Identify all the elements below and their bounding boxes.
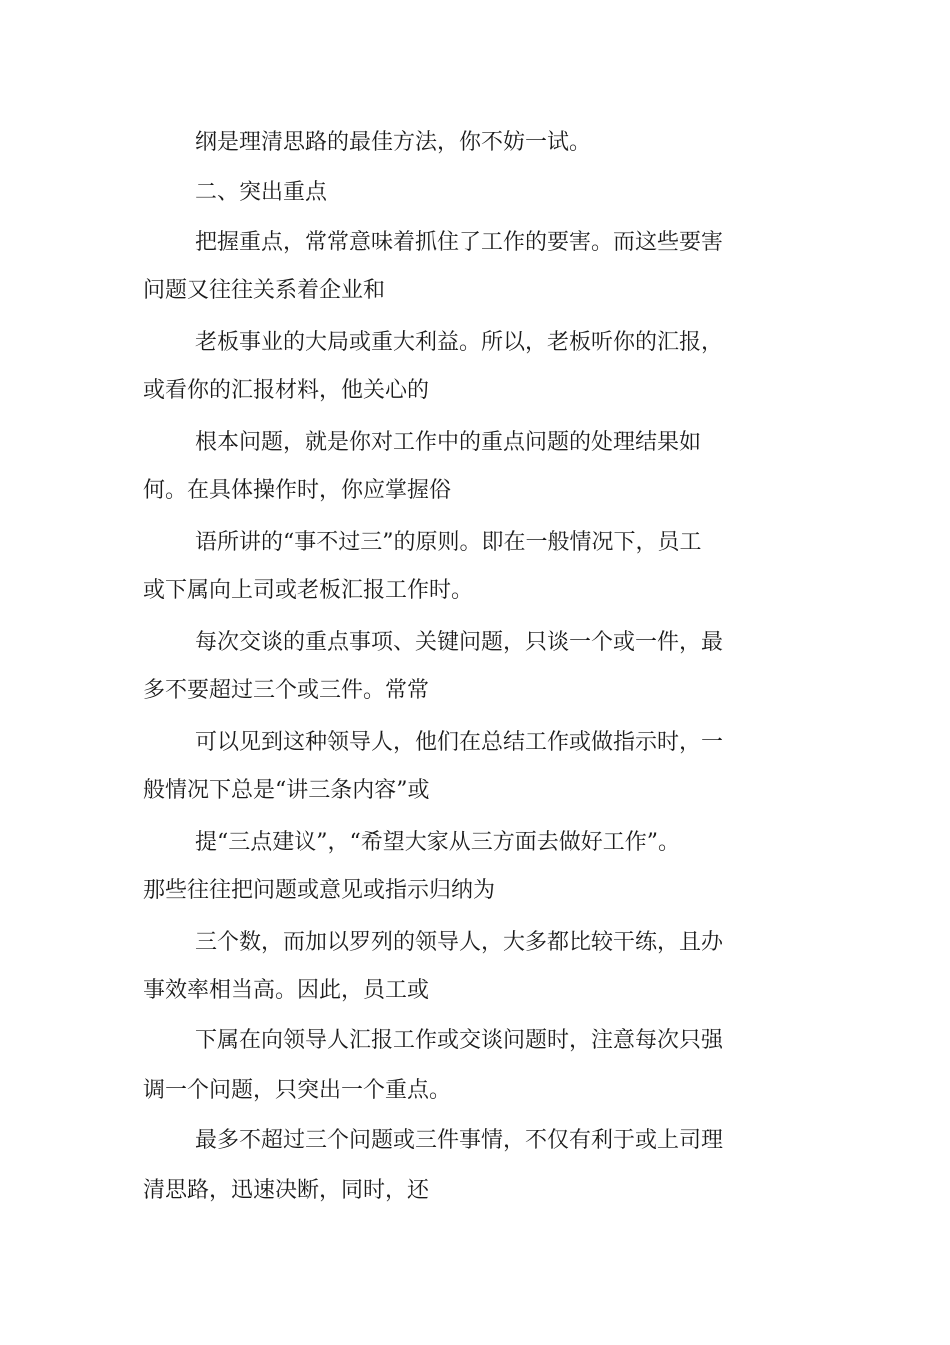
text-line: 般情况下总是“讲三条内容”或 <box>143 778 430 803</box>
text-line: 那些往往把问题或意见或指示归纳为 <box>143 878 496 903</box>
text-line: 清思路，迅速决断，同时，还 <box>143 1178 430 1203</box>
text-line: 或看你的汇报材料，他关心的 <box>143 378 430 403</box>
text-line: 把握重点，常常意味着抓住了工作的要害。而这些要害 <box>195 230 724 255</box>
text-line: 最多不超过三个问题或三件事情，不仅有利于或上司理 <box>195 1128 724 1153</box>
text-line: 调一个问题，只突出一个重点。 <box>143 1078 452 1103</box>
text-line: 纲是理清思路的最佳方法，你不妨一试。 <box>195 130 592 155</box>
text-line: 语所讲的“事不过三”的原则。即在一般情况下，员工 <box>195 530 702 555</box>
text-line: 事效率相当高。因此，员工或 <box>143 978 430 1003</box>
text-line: 多不要超过三个或三件。常常 <box>143 678 430 703</box>
text-line: 老板事业的大局或重大利益。所以，老板听你的汇报， <box>195 330 724 355</box>
section-heading: 二、突出重点 <box>195 180 328 205</box>
text-line: 每次交谈的重点事项、关键问题，只谈一个或一件，最 <box>195 630 724 655</box>
text-line: 问题又往往关系着企业和 <box>143 278 386 303</box>
text-line: 何。在具体操作时，你应掌握俗 <box>143 478 452 503</box>
text-line: 下属在向领导人汇报工作或交谈问题时，注意每次只强 <box>195 1028 724 1053</box>
text-line: 或下属向上司或老板汇报工作时。 <box>143 578 474 603</box>
text-line: 根本问题，就是你对工作中的重点问题的处理结果如 <box>195 430 702 455</box>
text-line: 可以见到这种领导人，他们在总结工作或做指示时，一 <box>195 730 724 755</box>
text-line: 提“三点建议”，“希望大家从三方面去做好工作”。 <box>195 830 680 855</box>
text-line: 三个数，而加以罗列的领导人，大多都比较干练，且办 <box>195 930 724 955</box>
